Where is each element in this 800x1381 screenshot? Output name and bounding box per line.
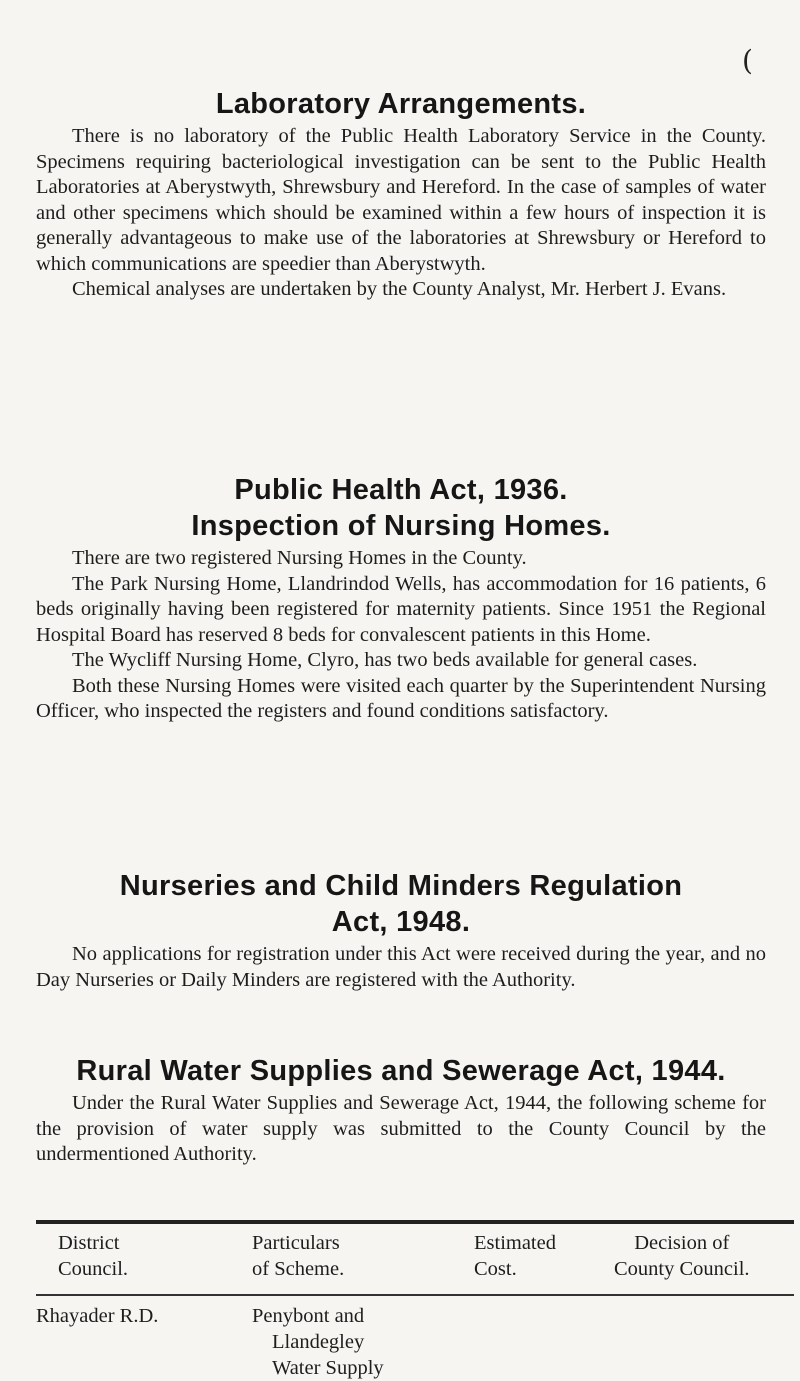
rural-water-paragraph: Under the Rural Water Supplies and Sewerage Act, 1944, the following scheme for the provision of water supply was submitted to the County Council by the undermentioned Authority. — [36, 1092, 766, 1165]
corner-mark: ( — [742, 44, 753, 77]
rural-water-title: Rural Water Supplies and Sewerage Act, 1944. — [76, 1055, 726, 1087]
table-top-rule — [36, 1220, 794, 1224]
nursing-section-body — [36, 546, 766, 725]
header-cost-line1: Estimated — [474, 1232, 556, 1254]
laboratory-title: Laboratory Arrangements. — [215, 88, 587, 120]
header-particulars — [252, 1230, 344, 1282]
nurseries-section-heading — [36, 868, 766, 940]
header-district-line1: District — [58, 1232, 120, 1254]
row-particulars-line3: Water Supply — [272, 1357, 384, 1379]
nursing-paragraph: The Park Nursing Home, Llandrindod Wells, has accommodation for 16 patients, 6 beds originally having been registered for maternity patients. Since 1951 the Regional Hospital Board has reserved 8 beds for convalescent patients in this Home. — [36, 572, 766, 646]
nursing-paragraph: There are two registered Nursing Homes in the County. — [72, 547, 527, 569]
nursing-paragraph: The Wycliff Nursing Home, Clyro, has two beds available for general cases. — [72, 649, 698, 671]
header-particulars-line2: of Scheme. — [252, 1258, 345, 1280]
nursing-title-line2: Inspection of Nursing Homes. — [191, 510, 611, 542]
rural-water-section-body — [36, 1091, 766, 1168]
row-particulars-line1: Penybont and — [252, 1305, 365, 1327]
header-decision-line2: County Council. — [614, 1258, 750, 1280]
laboratory-paragraph: There is no laboratory of the Public Health Laboratory Service in the County. Specimens requiring bacteriological investigation can be sent to the Public Health Laboratories at Aberystwyth, Shrewsbury and Hereford. In the case of samples of water and other specimens which should be examined within a few hours of inspection it is generally advantageous to make use of the laboratories at Shrewsbury or Hereford to which communications are speedier than Aberystwyth. — [36, 125, 766, 275]
laboratory-section-body — [36, 124, 766, 303]
laboratory-section-heading — [36, 86, 766, 122]
laboratory-paragraph: Chemical analyses are undertaken by the County Analyst, Mr. Herbert J. Evans. — [72, 278, 727, 300]
nursing-section-heading — [36, 472, 766, 544]
nurseries-section-body — [36, 942, 766, 993]
row-particulars-line2: Llandegley — [272, 1331, 365, 1353]
nursing-title-line1: Public Health Act, 1936. — [234, 474, 568, 506]
table-header-rule — [36, 1294, 794, 1296]
rural-water-section-heading — [36, 1053, 766, 1089]
row-district: Rhayader R.D. — [36, 1305, 159, 1327]
nurseries-title-line1: Nurseries and Child Minders Regulation — [119, 870, 683, 902]
header-cost — [474, 1230, 556, 1282]
header-district-line2: Council. — [58, 1258, 129, 1280]
header-cost-line2: Cost. — [474, 1258, 517, 1280]
row-particulars — [252, 1303, 384, 1381]
nursing-paragraph: Both these Nursing Homes were visited each quarter by the Superintendent Nursing Officer, who inspected the registers and found conditions satisfactory. — [36, 674, 766, 722]
header-decision — [614, 1230, 750, 1282]
header-particulars-line1: Particulars — [252, 1232, 340, 1254]
header-district — [58, 1230, 128, 1282]
nurseries-title-line2: Act, 1948. — [331, 906, 471, 938]
header-decision-line1: Decision of — [634, 1232, 730, 1254]
nurseries-paragraph: No applications for registration under this Act were received during the year, and no Day Nurseries or Daily Minders are registered with the Authority. — [36, 943, 766, 991]
